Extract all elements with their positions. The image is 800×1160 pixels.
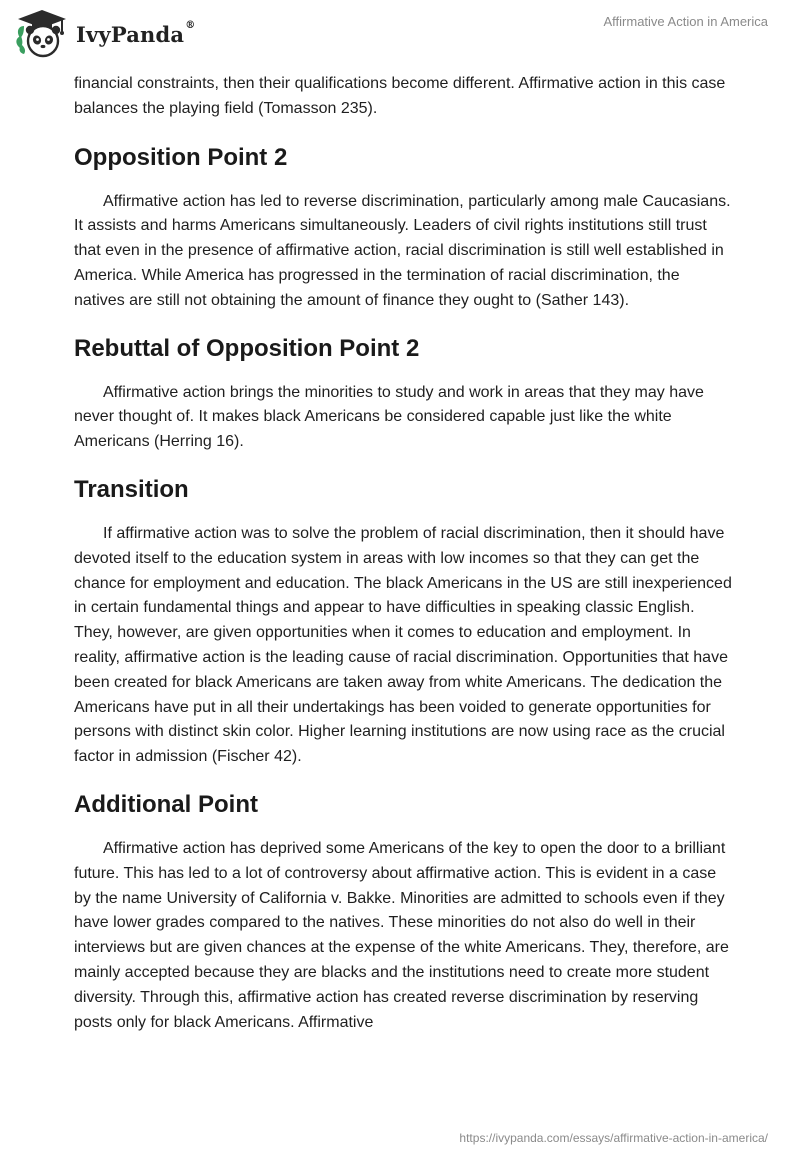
- transition-paragraph: If affirmative action was to solve the problem of racial discrimination, then it should have devoted itself to the education system in areas with low incomes so that they can get the chance for employment and education. The black Americans in the US are still inexperienced in certain fundamental things and appear to have difficulties in speaking classic English. They, however, are given opportunities when it comes to education and employment. In reality, affirmative action is the leading cause of racial discrimination. Opportunities that have been created for black Americans are taken away from white Americans. The dedication the Americans have put in all their undertakings has been voided to generate opportunities for persons with distinct skin color. Higher learning institutions are now using race as the crucial factor in admission (Fischer 42).: [74, 524, 732, 766]
- transition-heading: Transition: [74, 475, 189, 503]
- rebuttal-point-2-paragraph: Affirmative action brings the minorities to study and work in areas that they may have never thought of. It makes black Americans be considered capable just like the white Americans (Herring 16).: [74, 383, 704, 451]
- document-title: Affirmative Action in America: [603, 14, 768, 29]
- brand-name: IvyPanda®: [76, 19, 196, 47]
- additional-point-heading: Additional Point: [74, 790, 258, 818]
- source-url[interactable]: https://ivypanda.com/essays/affirmative-action-in-america/: [459, 1131, 768, 1145]
- rebuttal-point-2-heading: Rebuttal of Opposition Point 2: [74, 334, 420, 362]
- page-header: [0, 0, 800, 70]
- intro-tail-paragraph: financial constraints, then their qualifications become different. Affirmative action in this case balances the playing field (Tomasson 235).: [74, 75, 726, 117]
- brand-logo[interactable]: [14, 8, 195, 58]
- essay-body: [74, 72, 734, 1035]
- panda-graduate-icon: [14, 8, 70, 58]
- opposition-point-2-paragraph: Affirmative action has led to reverse discrimination, particularly among male Caucasians. It assists and harms Americans simultaneously. Leaders of civil rights institutions still trust that even in the presence of affirmative action, racial discrimination is still well established in America. While America has progressed in the termination of racial discrimination, the natives are still not obtaining the amount of finance they ought to (Sather 143).: [74, 192, 731, 309]
- additional-point-paragraph: Affirmative action has deprived some Americans of the key to open the door to a brilliant future. This has led to a lot of controversy about affirmative action. This is evident in a case by the name University of California v. Bakke. Minorities are admitted to schools even if they have lower grades compared to the natives. These minorities do not also do well in their interviews but are given chances at the expense of the white Americans. They, therefore, are mainly accepted because they are blacks and the institutions need to create more student diversity. Through this, affirmative action has created reverse discrimination by reserving posts only for black Americans. Affirmative: [74, 839, 729, 1031]
- opposition-point-2-heading: Opposition Point 2: [74, 143, 288, 171]
